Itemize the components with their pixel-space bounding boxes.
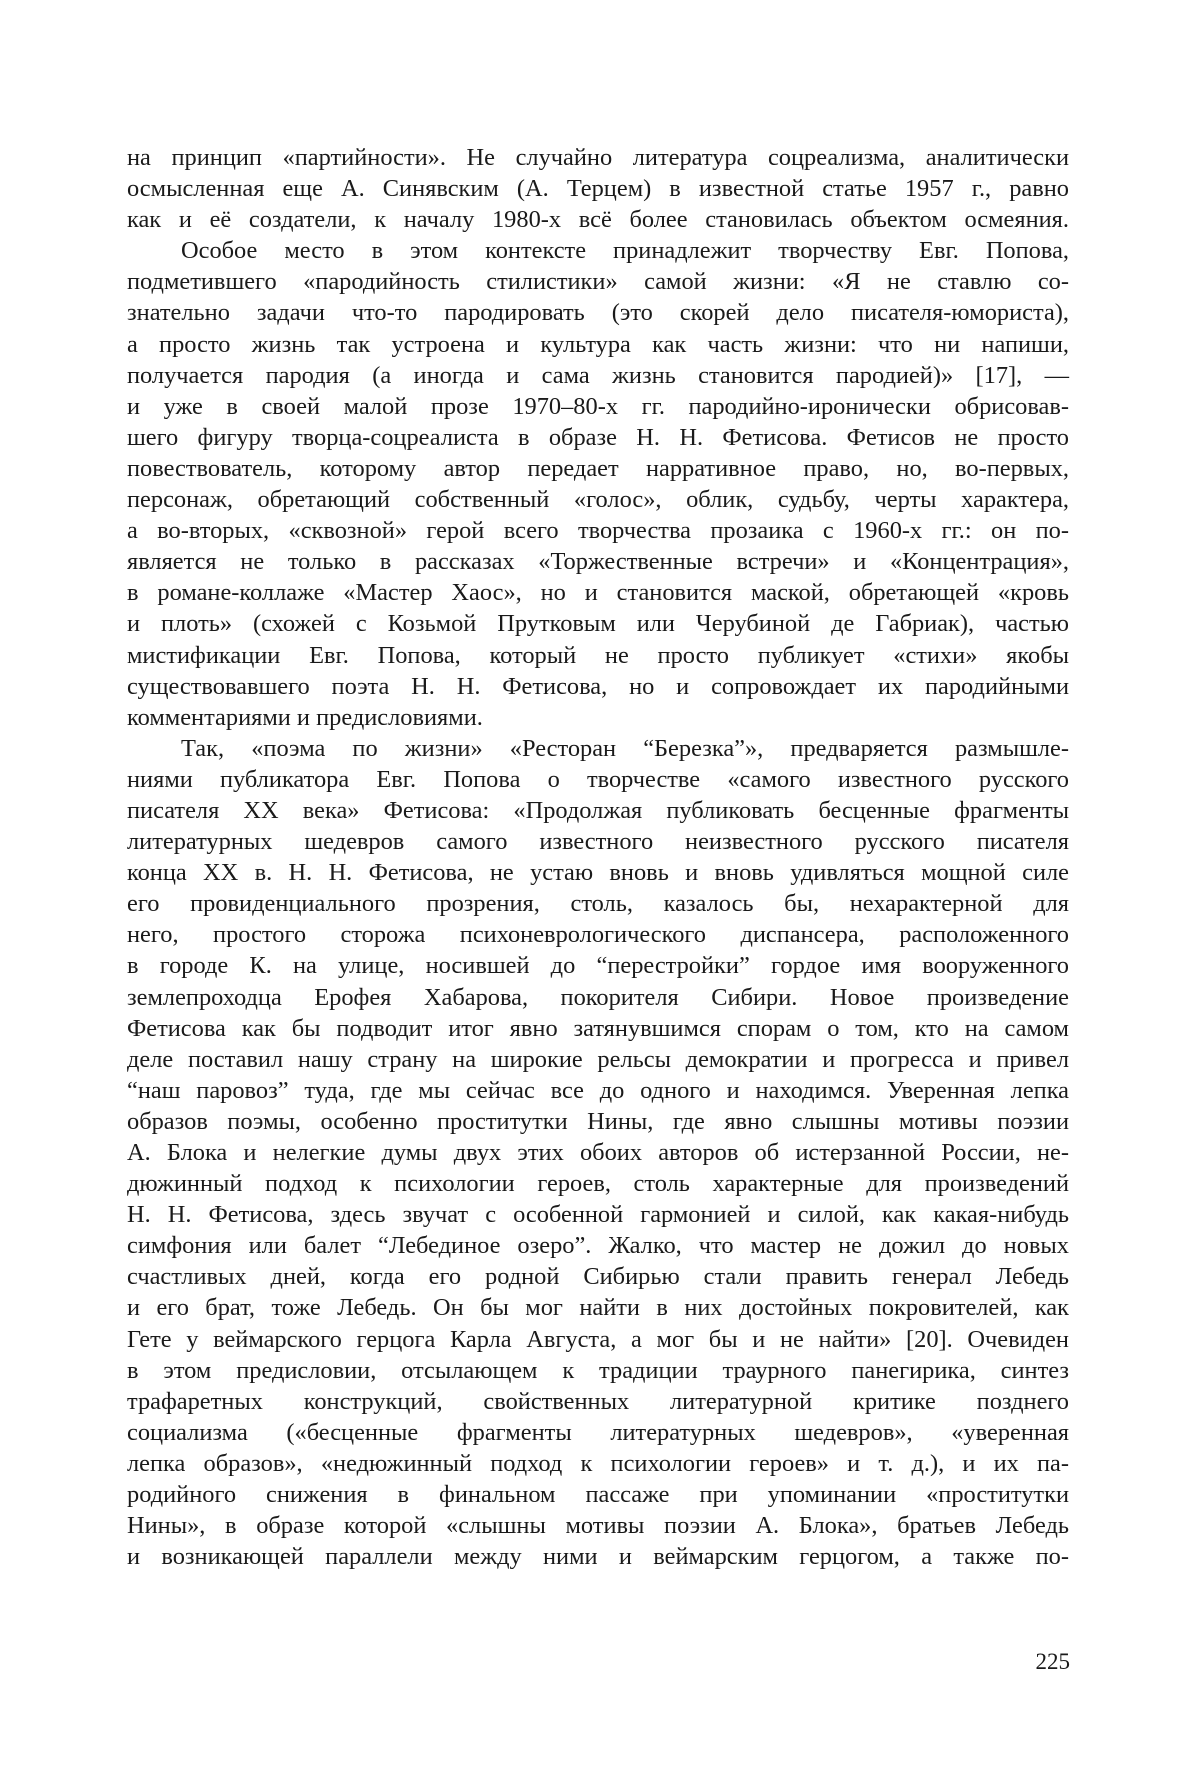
text-line: деле поставил нашу страну на широкие рельсы демократии и прогресса и привел xyxy=(127,1044,1069,1075)
text-line: получается пародия (а иногда и сама жизнь становится пародией)» [17], — xyxy=(127,360,1069,391)
text-line: является не только в рассказах «Торжественные встречи» и «Концентрация», xyxy=(127,546,1069,577)
text-line: ниями публикатора Евг. Попова о творчестве «самого известного русского xyxy=(127,764,1069,795)
text-line: мистификации Евг. Попова, который не просто публикует «стихи» якобы xyxy=(127,640,1069,671)
text-line: и уже в своей малой прозе 1970–80-х гг. пародийно-иронически обрисовав- xyxy=(127,391,1069,422)
text-line: конца XX в. Н. Н. Фетисова, не устаю вновь и вновь удивляться мощной силе xyxy=(127,857,1069,888)
text-line: Н. Н. Фетисова, здесь звучат с особенной гармонией и силой, как какая-нибудь xyxy=(127,1199,1069,1230)
paragraph-first-line: Особое место в этом контексте принадлежит творчеству Евг. Попова, xyxy=(127,235,1069,266)
text-line: и его брат, тоже Лебедь. Он бы мог найти в них достойных покровителей, как xyxy=(127,1292,1069,1323)
text-line: него, простого сторожа психоневрологического диспансера, расположенного xyxy=(127,919,1069,950)
text-line: лепка образов», «недюжинный подход к психологии героев» и т. д.), и их па- xyxy=(127,1448,1069,1479)
text-line: симфония или балет “Лебединое озеро”. Жалко, что мастер не дожил до новых xyxy=(127,1230,1069,1261)
text-line: существовавшего поэта Н. Н. Фетисова, но и сопровождает их пародийными xyxy=(127,671,1069,702)
text-line: Гете у веймарского герцога Карла Августа, а мог бы и не найти» [20]. Очевиден xyxy=(127,1324,1069,1355)
text-line: “наш паровоз” туда, где мы сейчас все до одного и находимся. Уверенная лепка xyxy=(127,1075,1069,1106)
text-line: персонаж, обретающий собственный «голос», облик, судьбу, черты характера, xyxy=(127,484,1069,515)
text-line: землепроходца Ерофея Хабарова, покорителя Сибири. Новое произведение xyxy=(127,982,1069,1013)
text-line: его провиденциального прозрения, столь, казалось бы, нехарактерной для xyxy=(127,888,1069,919)
text-line: а просто жизнь так устроена и культура как часть жизни: что ни напиши, xyxy=(127,329,1069,360)
text-line: в этом предисловии, отсылающем к традиции траурного панегирика, синтез xyxy=(127,1355,1069,1386)
text-line: Фетисова как бы подводит итог явно затянувшимся спорам о том, кто на самом xyxy=(127,1013,1069,1044)
text-line: счастливых дней, когда его родной Сибирью стали править генерал Лебедь xyxy=(127,1261,1069,1292)
text-line: социализма («бесценные фрагменты литературных шедевров», «уверенная xyxy=(127,1417,1069,1448)
text-line: а во-вторых, «сквозной» герой всего творчества прозаика с 1960-х гг.: он по- xyxy=(127,515,1069,546)
text-line: повествователь, которому автор передает нарративное право, но, во-первых, xyxy=(127,453,1069,484)
text-line: на принцип «партийности». Не случайно литература соцреализма, аналитически xyxy=(127,142,1069,173)
text-line: А. Блока и нелегкие думы двух этих обоих авторов об истерзанной России, не- xyxy=(127,1137,1069,1168)
text-line: и плоть» (схожей с Козьмой Прутковым или Черубиной де Габриак), частью xyxy=(127,608,1069,639)
page-number: 225 xyxy=(1020,1648,1070,1676)
paragraph-first-line: Так, «поэма по жизни» «Ресторан “Березка”», предваряется размышле- xyxy=(127,733,1069,764)
text-line: литературных шедевров самого известного неизвестного русского писателя xyxy=(127,826,1069,857)
text-line: знательно задачи что-то пародировать (это скорей дело писателя-юмориста), xyxy=(127,297,1069,328)
text-line: шего фигуру творца-соцреалиста в образе Н. Н. Фетисова. Фетисов не просто xyxy=(127,422,1069,453)
text-line: писателя XX века» Фетисова: «Продолжая публиковать бесценные фрагменты xyxy=(127,795,1069,826)
text-line: и возникающей параллели между ними и веймарским герцогом, а также по- xyxy=(127,1541,1069,1572)
body-text xyxy=(127,142,1069,1572)
text-line: подметившего «пародийность стилистики» самой жизни: «Я не ставлю со- xyxy=(127,266,1069,297)
text-line: в романе-коллаже «Мастер Хаос», но и становится маской, обретающей «кровь xyxy=(127,577,1069,608)
text-line: как и её создатели, к началу 1980-х всё более становилась объектом осмеяния. xyxy=(127,204,1069,235)
book-page xyxy=(0,0,1200,1784)
text-line: осмысленная еще А. Синявским (А. Терцем) в известной статье 1957 г., равно xyxy=(127,173,1069,204)
text-line: дюжинный подход к психологии героев, столь характерные для произведений xyxy=(127,1168,1069,1199)
text-line: в городе К. на улице, носившей до “перестройки” гордое имя вооруженного xyxy=(127,950,1069,981)
text-line: трафаретных конструкций, свойственных литературной критике позднего xyxy=(127,1386,1069,1417)
text-line: родийного снижения в финальном пассаже при упоминании «проститутки xyxy=(127,1479,1069,1510)
paragraph-last-line: комментариями и предисловиями. xyxy=(127,702,1069,733)
text-line: образов поэмы, особенно проститутки Нины, где явно слышны мотивы поэзии xyxy=(127,1106,1069,1137)
text-line: Нины», в образе которой «слышны мотивы поэзии А. Блока», братьев Лебедь xyxy=(127,1510,1069,1541)
